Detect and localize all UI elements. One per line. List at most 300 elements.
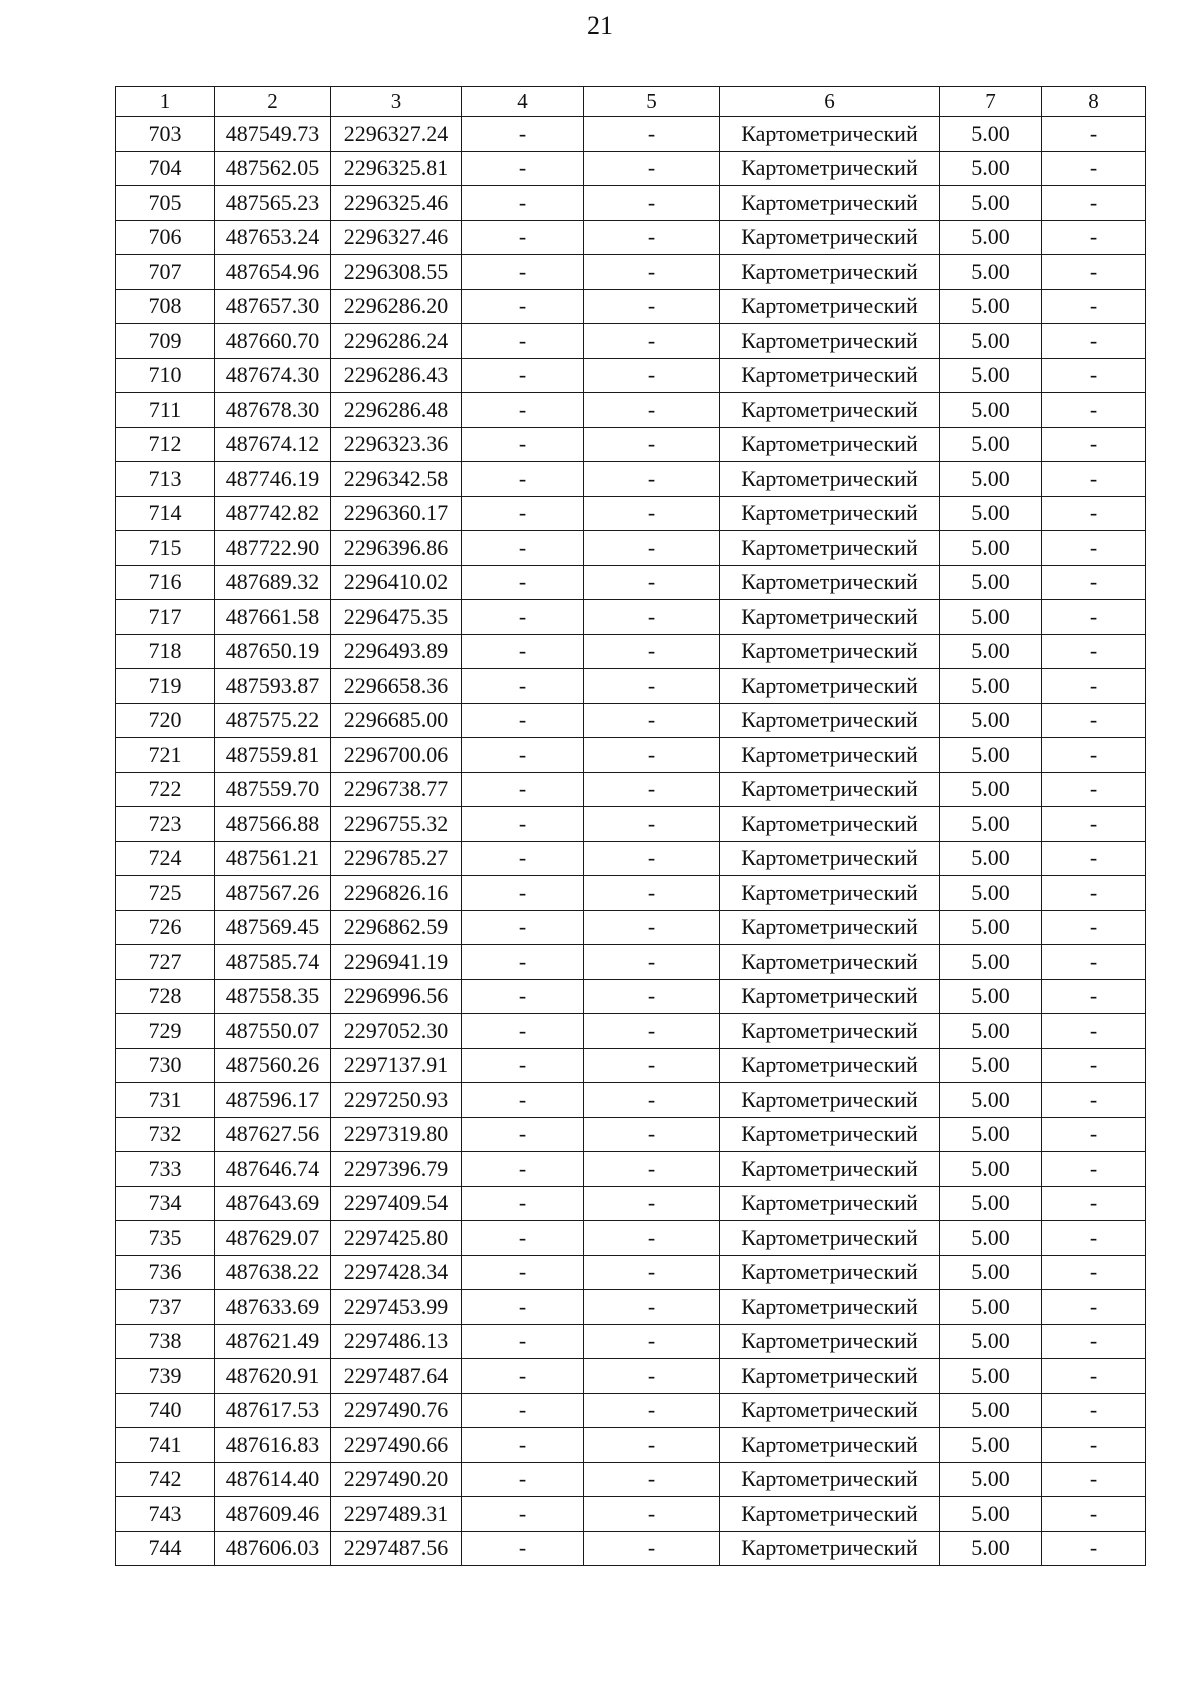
- point-number-cell: 724: [116, 841, 215, 876]
- col8-cell: -: [1042, 1014, 1146, 1049]
- col5-cell: -: [584, 427, 720, 462]
- col5-cell: -: [584, 1152, 720, 1187]
- accuracy-cell: 5.00: [940, 1255, 1042, 1290]
- method-cell: Картометрический: [720, 151, 940, 186]
- x-coordinate-cell: 487593.87: [215, 669, 331, 704]
- table-row: [116, 669, 1146, 704]
- point-number-cell: 706: [116, 220, 215, 255]
- point-number-cell: 727: [116, 945, 215, 980]
- y-coordinate-cell: 2297487.64: [331, 1359, 462, 1394]
- point-number-cell: 725: [116, 876, 215, 911]
- y-coordinate-cell: 2296410.02: [331, 565, 462, 600]
- y-coordinate-cell: 2296493.89: [331, 634, 462, 669]
- accuracy-cell: 5.00: [940, 565, 1042, 600]
- accuracy-cell: 5.00: [940, 1324, 1042, 1359]
- col5-cell: -: [584, 117, 720, 152]
- x-coordinate-cell: 487562.05: [215, 151, 331, 186]
- column-header-3: 3: [331, 87, 462, 117]
- table-row: [116, 910, 1146, 945]
- point-number-cell: 717: [116, 600, 215, 635]
- col4-cell: -: [462, 979, 584, 1014]
- col4-cell: -: [462, 1531, 584, 1566]
- y-coordinate-cell: 2296738.77: [331, 772, 462, 807]
- accuracy-cell: 5.00: [940, 324, 1042, 359]
- method-cell: Картометрический: [720, 358, 940, 393]
- accuracy-cell: 5.00: [940, 1428, 1042, 1463]
- accuracy-cell: 5.00: [940, 186, 1042, 221]
- col4-cell: -: [462, 117, 584, 152]
- point-number-cell: 736: [116, 1255, 215, 1290]
- col5-cell: -: [584, 1255, 720, 1290]
- table-row: [116, 462, 1146, 497]
- accuracy-cell: 5.00: [940, 1359, 1042, 1394]
- col8-cell: -: [1042, 876, 1146, 911]
- method-cell: Картометрический: [720, 669, 940, 704]
- y-coordinate-cell: 2296286.43: [331, 358, 462, 393]
- col8-cell: -: [1042, 186, 1146, 221]
- y-coordinate-cell: 2296941.19: [331, 945, 462, 980]
- col8-cell: -: [1042, 496, 1146, 531]
- accuracy-cell: 5.00: [940, 1117, 1042, 1152]
- accuracy-cell: 5.00: [940, 531, 1042, 566]
- method-cell: Картометрический: [720, 186, 940, 221]
- accuracy-cell: 5.00: [940, 393, 1042, 428]
- col5-cell: -: [584, 669, 720, 704]
- method-cell: Картометрический: [720, 1186, 940, 1221]
- x-coordinate-cell: 487689.32: [215, 565, 331, 600]
- col8-cell: -: [1042, 600, 1146, 635]
- y-coordinate-cell: 2297137.91: [331, 1048, 462, 1083]
- col4-cell: -: [462, 1462, 584, 1497]
- y-coordinate-cell: 2296396.86: [331, 531, 462, 566]
- table-body: [116, 117, 1146, 1566]
- point-number-cell: 738: [116, 1324, 215, 1359]
- accuracy-cell: 5.00: [940, 220, 1042, 255]
- y-coordinate-cell: 2296862.59: [331, 910, 462, 945]
- method-cell: Картометрический: [720, 1428, 940, 1463]
- table-row: [116, 945, 1146, 980]
- accuracy-cell: 5.00: [940, 255, 1042, 290]
- col4-cell: -: [462, 1152, 584, 1187]
- col4-cell: -: [462, 289, 584, 324]
- method-cell: Картометрический: [720, 1359, 940, 1394]
- col8-cell: -: [1042, 1083, 1146, 1118]
- point-number-cell: 718: [116, 634, 215, 669]
- col5-cell: -: [584, 600, 720, 635]
- method-cell: Картометрический: [720, 1324, 940, 1359]
- point-number-cell: 741: [116, 1428, 215, 1463]
- x-coordinate-cell: 487746.19: [215, 462, 331, 497]
- col5-cell: -: [584, 496, 720, 531]
- col8-cell: -: [1042, 1152, 1146, 1187]
- col5-cell: -: [584, 1497, 720, 1532]
- col4-cell: -: [462, 1117, 584, 1152]
- table-row: [116, 1324, 1146, 1359]
- y-coordinate-cell: 2297319.80: [331, 1117, 462, 1152]
- col5-cell: -: [584, 393, 720, 428]
- col5-cell: -: [584, 565, 720, 600]
- y-coordinate-cell: 2297396.79: [331, 1152, 462, 1187]
- method-cell: Картометрический: [720, 255, 940, 290]
- col4-cell: -: [462, 393, 584, 428]
- point-number-cell: 743: [116, 1497, 215, 1532]
- method-cell: Картометрический: [720, 462, 940, 497]
- method-cell: Картометрический: [720, 807, 940, 842]
- col4-cell: -: [462, 151, 584, 186]
- col5-cell: -: [584, 324, 720, 359]
- table-row: [116, 772, 1146, 807]
- col4-cell: -: [462, 1428, 584, 1463]
- accuracy-cell: 5.00: [940, 979, 1042, 1014]
- col4-cell: -: [462, 634, 584, 669]
- x-coordinate-cell: 487549.73: [215, 117, 331, 152]
- point-number-cell: 704: [116, 151, 215, 186]
- table-row: [116, 1290, 1146, 1325]
- table-row: [116, 393, 1146, 428]
- col8-cell: -: [1042, 807, 1146, 842]
- col8-cell: -: [1042, 979, 1146, 1014]
- table-row: [116, 1462, 1146, 1497]
- col5-cell: -: [584, 531, 720, 566]
- col8-cell: -: [1042, 1117, 1146, 1152]
- method-cell: Картометрический: [720, 772, 940, 807]
- y-coordinate-cell: 2296286.48: [331, 393, 462, 428]
- x-coordinate-cell: 487566.88: [215, 807, 331, 842]
- column-header-1: 1: [116, 87, 215, 117]
- point-number-cell: 705: [116, 186, 215, 221]
- col4-cell: -: [462, 1497, 584, 1532]
- col4-cell: -: [462, 600, 584, 635]
- method-cell: Картометрический: [720, 1221, 940, 1256]
- col8-cell: -: [1042, 1393, 1146, 1428]
- table-row: [116, 1497, 1146, 1532]
- accuracy-cell: 5.00: [940, 669, 1042, 704]
- x-coordinate-cell: 487575.22: [215, 703, 331, 738]
- x-coordinate-cell: 487617.53: [215, 1393, 331, 1428]
- col5-cell: -: [584, 358, 720, 393]
- method-cell: Картометрический: [720, 324, 940, 359]
- y-coordinate-cell: 2296327.46: [331, 220, 462, 255]
- accuracy-cell: 5.00: [940, 703, 1042, 738]
- point-number-cell: 728: [116, 979, 215, 1014]
- accuracy-cell: 5.00: [940, 1290, 1042, 1325]
- col5-cell: -: [584, 1531, 720, 1566]
- col4-cell: -: [462, 1393, 584, 1428]
- x-coordinate-cell: 487596.17: [215, 1083, 331, 1118]
- col4-cell: -: [462, 841, 584, 876]
- y-coordinate-cell: 2297490.20: [331, 1462, 462, 1497]
- column-header-6: 6: [720, 87, 940, 117]
- x-coordinate-cell: 487558.35: [215, 979, 331, 1014]
- method-cell: Картометрический: [720, 1014, 940, 1049]
- table-row: [116, 1393, 1146, 1428]
- table-row: [116, 1048, 1146, 1083]
- accuracy-cell: 5.00: [940, 1014, 1042, 1049]
- y-coordinate-cell: 2296360.17: [331, 496, 462, 531]
- x-coordinate-cell: 487550.07: [215, 1014, 331, 1049]
- col8-cell: -: [1042, 738, 1146, 773]
- col5-cell: -: [584, 1428, 720, 1463]
- accuracy-cell: 5.00: [940, 807, 1042, 842]
- x-coordinate-cell: 487654.96: [215, 255, 331, 290]
- x-coordinate-cell: 487627.56: [215, 1117, 331, 1152]
- col4-cell: -: [462, 772, 584, 807]
- col5-cell: -: [584, 1186, 720, 1221]
- col8-cell: -: [1042, 1497, 1146, 1532]
- table-row: [116, 1186, 1146, 1221]
- y-coordinate-cell: 2296308.55: [331, 255, 462, 290]
- table-row: [116, 358, 1146, 393]
- accuracy-cell: 5.00: [940, 876, 1042, 911]
- method-cell: Картометрический: [720, 1290, 940, 1325]
- accuracy-cell: 5.00: [940, 600, 1042, 635]
- method-cell: Картометрический: [720, 531, 940, 566]
- y-coordinate-cell: 2297250.93: [331, 1083, 462, 1118]
- method-cell: Картометрический: [720, 1083, 940, 1118]
- col8-cell: -: [1042, 703, 1146, 738]
- col4-cell: -: [462, 945, 584, 980]
- col8-cell: -: [1042, 910, 1146, 945]
- x-coordinate-cell: 487674.12: [215, 427, 331, 462]
- column-header-2: 2: [215, 87, 331, 117]
- column-header-7: 7: [940, 87, 1042, 117]
- y-coordinate-cell: 2296342.58: [331, 462, 462, 497]
- method-cell: Картометрический: [720, 600, 940, 635]
- point-number-cell: 740: [116, 1393, 215, 1428]
- col4-cell: -: [462, 807, 584, 842]
- x-coordinate-cell: 487657.30: [215, 289, 331, 324]
- x-coordinate-cell: 487621.49: [215, 1324, 331, 1359]
- col4-cell: -: [462, 1221, 584, 1256]
- column-header-5: 5: [584, 87, 720, 117]
- table-row: [116, 289, 1146, 324]
- accuracy-cell: 5.00: [940, 1152, 1042, 1187]
- col5-cell: -: [584, 1462, 720, 1497]
- method-cell: Картометрический: [720, 1255, 940, 1290]
- coordinates-table: [115, 86, 1146, 1566]
- col5-cell: -: [584, 255, 720, 290]
- point-number-cell: 742: [116, 1462, 215, 1497]
- x-coordinate-cell: 487559.70: [215, 772, 331, 807]
- col8-cell: -: [1042, 1324, 1146, 1359]
- table-row: [116, 151, 1146, 186]
- col8-cell: -: [1042, 669, 1146, 704]
- col4-cell: -: [462, 324, 584, 359]
- table-row: [116, 600, 1146, 635]
- col4-cell: -: [462, 910, 584, 945]
- method-cell: Картометрический: [720, 703, 940, 738]
- col5-cell: -: [584, 1290, 720, 1325]
- table-row: [116, 979, 1146, 1014]
- accuracy-cell: 5.00: [940, 289, 1042, 324]
- point-number-cell: 735: [116, 1221, 215, 1256]
- accuracy-cell: 5.00: [940, 358, 1042, 393]
- col4-cell: -: [462, 1255, 584, 1290]
- accuracy-cell: 5.00: [940, 462, 1042, 497]
- col5-cell: -: [584, 841, 720, 876]
- x-coordinate-cell: 487660.70: [215, 324, 331, 359]
- col8-cell: -: [1042, 1428, 1146, 1463]
- method-cell: Картометрический: [720, 634, 940, 669]
- col8-cell: -: [1042, 117, 1146, 152]
- x-coordinate-cell: 487565.23: [215, 186, 331, 221]
- y-coordinate-cell: 2296325.46: [331, 186, 462, 221]
- y-coordinate-cell: 2297490.66: [331, 1428, 462, 1463]
- col8-cell: -: [1042, 1531, 1146, 1566]
- y-coordinate-cell: 2297486.13: [331, 1324, 462, 1359]
- table-row: [116, 1014, 1146, 1049]
- col4-cell: -: [462, 358, 584, 393]
- x-coordinate-cell: 487561.21: [215, 841, 331, 876]
- point-number-cell: 729: [116, 1014, 215, 1049]
- col8-cell: -: [1042, 945, 1146, 980]
- x-coordinate-cell: 487606.03: [215, 1531, 331, 1566]
- y-coordinate-cell: 2296685.00: [331, 703, 462, 738]
- accuracy-cell: 5.00: [940, 1531, 1042, 1566]
- x-coordinate-cell: 487722.90: [215, 531, 331, 566]
- y-coordinate-cell: 2296755.32: [331, 807, 462, 842]
- col4-cell: -: [462, 876, 584, 911]
- col4-cell: -: [462, 255, 584, 290]
- y-coordinate-cell: 2297489.31: [331, 1497, 462, 1532]
- point-number-cell: 710: [116, 358, 215, 393]
- accuracy-cell: 5.00: [940, 910, 1042, 945]
- col4-cell: -: [462, 738, 584, 773]
- point-number-cell: 733: [116, 1152, 215, 1187]
- col4-cell: -: [462, 1083, 584, 1118]
- table-row: [116, 496, 1146, 531]
- point-number-cell: 739: [116, 1359, 215, 1394]
- point-number-cell: 712: [116, 427, 215, 462]
- table-row: [116, 1531, 1146, 1566]
- method-cell: Картометрический: [720, 1048, 940, 1083]
- x-coordinate-cell: 487633.69: [215, 1290, 331, 1325]
- col5-cell: -: [584, 289, 720, 324]
- method-cell: Картометрический: [720, 876, 940, 911]
- x-coordinate-cell: 487559.81: [215, 738, 331, 773]
- col8-cell: -: [1042, 1255, 1146, 1290]
- col8-cell: -: [1042, 841, 1146, 876]
- method-cell: Картометрический: [720, 841, 940, 876]
- table-row: [116, 634, 1146, 669]
- col4-cell: -: [462, 565, 584, 600]
- method-cell: Картометрический: [720, 1497, 940, 1532]
- col4-cell: -: [462, 186, 584, 221]
- method-cell: Картометрический: [720, 220, 940, 255]
- table-row: [116, 703, 1146, 738]
- accuracy-cell: 5.00: [940, 117, 1042, 152]
- col4-cell: -: [462, 1324, 584, 1359]
- y-coordinate-cell: 2297487.56: [331, 1531, 462, 1566]
- point-number-cell: 708: [116, 289, 215, 324]
- method-cell: Картометрический: [720, 910, 940, 945]
- method-cell: Картометрический: [720, 1152, 940, 1187]
- method-cell: Картометрический: [720, 1117, 940, 1152]
- x-coordinate-cell: 487620.91: [215, 1359, 331, 1394]
- y-coordinate-cell: 2297052.30: [331, 1014, 462, 1049]
- point-number-cell: 731: [116, 1083, 215, 1118]
- x-coordinate-cell: 487742.82: [215, 496, 331, 531]
- table-row: [116, 1117, 1146, 1152]
- col5-cell: -: [584, 462, 720, 497]
- col8-cell: -: [1042, 393, 1146, 428]
- col5-cell: -: [584, 738, 720, 773]
- accuracy-cell: 5.00: [940, 634, 1042, 669]
- table-row: [116, 324, 1146, 359]
- col5-cell: -: [584, 1221, 720, 1256]
- col4-cell: -: [462, 220, 584, 255]
- x-coordinate-cell: 487653.24: [215, 220, 331, 255]
- col8-cell: -: [1042, 220, 1146, 255]
- col5-cell: -: [584, 703, 720, 738]
- table-row: [116, 1255, 1146, 1290]
- col8-cell: -: [1042, 255, 1146, 290]
- table-row: [116, 117, 1146, 152]
- point-number-cell: 720: [116, 703, 215, 738]
- col5-cell: -: [584, 1117, 720, 1152]
- accuracy-cell: 5.00: [940, 1083, 1042, 1118]
- table-row: [116, 1428, 1146, 1463]
- accuracy-cell: 5.00: [940, 738, 1042, 773]
- x-coordinate-cell: 487646.74: [215, 1152, 331, 1187]
- column-header-4: 4: [462, 87, 584, 117]
- method-cell: Картометрический: [720, 496, 940, 531]
- method-cell: Картометрический: [720, 1531, 940, 1566]
- col8-cell: -: [1042, 565, 1146, 600]
- y-coordinate-cell: 2296286.24: [331, 324, 462, 359]
- x-coordinate-cell: 487614.40: [215, 1462, 331, 1497]
- table-row: [116, 427, 1146, 462]
- accuracy-cell: 5.00: [940, 945, 1042, 980]
- y-coordinate-cell: 2296658.36: [331, 669, 462, 704]
- point-number-cell: 716: [116, 565, 215, 600]
- table-row: [116, 220, 1146, 255]
- col4-cell: -: [462, 1359, 584, 1394]
- col5-cell: -: [584, 1014, 720, 1049]
- col5-cell: -: [584, 1393, 720, 1428]
- point-number-cell: 719: [116, 669, 215, 704]
- point-number-cell: 722: [116, 772, 215, 807]
- point-number-cell: 734: [116, 1186, 215, 1221]
- y-coordinate-cell: 2296286.20: [331, 289, 462, 324]
- accuracy-cell: 5.00: [940, 496, 1042, 531]
- accuracy-cell: 5.00: [940, 151, 1042, 186]
- col4-cell: -: [462, 1014, 584, 1049]
- y-coordinate-cell: 2297409.54: [331, 1186, 462, 1221]
- col8-cell: -: [1042, 324, 1146, 359]
- point-number-cell: 721: [116, 738, 215, 773]
- col8-cell: -: [1042, 634, 1146, 669]
- point-number-cell: 714: [116, 496, 215, 531]
- table-row: [116, 1359, 1146, 1394]
- col8-cell: -: [1042, 289, 1146, 324]
- method-cell: Картометрический: [720, 979, 940, 1014]
- y-coordinate-cell: 2296826.16: [331, 876, 462, 911]
- table-row: [116, 876, 1146, 911]
- accuracy-cell: 5.00: [940, 841, 1042, 876]
- col4-cell: -: [462, 1186, 584, 1221]
- col8-cell: -: [1042, 772, 1146, 807]
- method-cell: Картометрический: [720, 289, 940, 324]
- x-coordinate-cell: 487585.74: [215, 945, 331, 980]
- accuracy-cell: 5.00: [940, 1221, 1042, 1256]
- y-coordinate-cell: 2296700.06: [331, 738, 462, 773]
- col5-cell: -: [584, 1324, 720, 1359]
- col8-cell: -: [1042, 1186, 1146, 1221]
- col4-cell: -: [462, 703, 584, 738]
- table-header-row: [116, 87, 1146, 117]
- point-number-cell: 709: [116, 324, 215, 359]
